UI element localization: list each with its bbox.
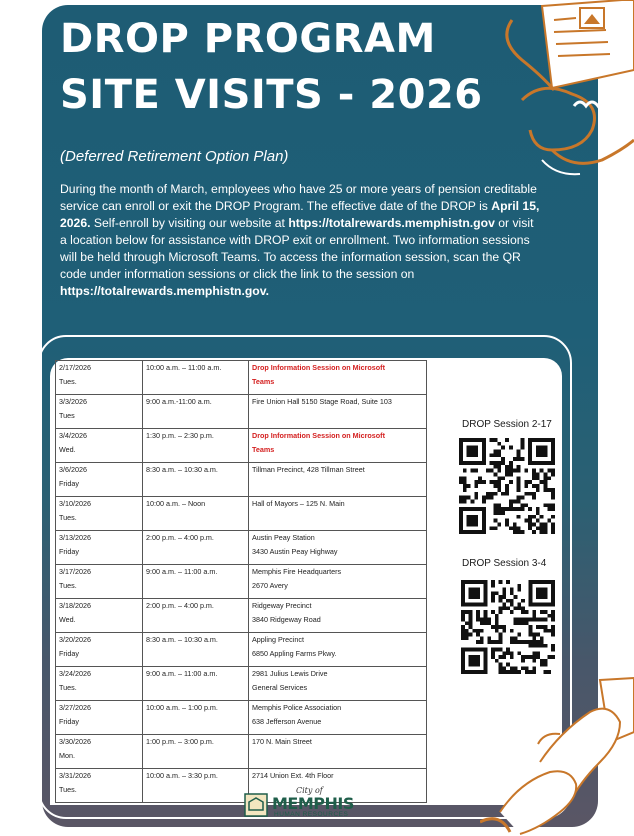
location-line-2: 2670 Avery <box>252 581 288 590</box>
time: 2:00 p.m. – 4:00 p.m. <box>146 533 214 542</box>
date: 3/17/2026 <box>59 567 91 576</box>
time: 9:00 a.m.-11:00 a.m. <box>146 397 212 406</box>
title-line-1: DROP PROGRAM <box>60 16 436 62</box>
location-line-1: Ridgeway Precinct <box>252 601 312 610</box>
table-row <box>56 735 427 769</box>
time: 10:00 a.m. – Noon <box>146 499 206 508</box>
time: 1:30 p.m. – 2:30 p.m. <box>146 431 214 440</box>
table-row <box>56 395 427 429</box>
date: 3/18/2026 <box>59 601 91 610</box>
location-line-1: Hall of Mayors – 125 N. Main <box>252 499 345 508</box>
date: 3/3/2026 <box>59 397 87 406</box>
weekday: Friday <box>59 479 79 488</box>
location-cell[interactable] <box>249 361 427 395</box>
location-line-2: 6850 Appling Farms Pkwy. <box>252 649 337 658</box>
location-line-2: 638 Jefferson Avenue <box>252 717 322 726</box>
time-cell <box>143 769 249 803</box>
time-cell <box>143 565 249 599</box>
location-cell <box>249 599 427 633</box>
table-row <box>56 463 427 497</box>
weekday: Friday <box>59 717 79 726</box>
date: 3/10/2026 <box>59 499 91 508</box>
time-cell <box>143 361 249 395</box>
title-line-2: SITE VISITS - 2026 <box>60 72 483 118</box>
time: 9:00 a.m. – 11:00 a.m. <box>146 669 218 678</box>
location-line-1: Tillman Precinct, 428 Tillman Street <box>252 465 365 474</box>
location-line-2: General Services <box>252 683 308 692</box>
qr-code-3-4[interactable] <box>461 580 555 674</box>
location-line-1: 2714 Union Ext. 4th Floor <box>252 771 334 780</box>
location-line-1: Fire Union Hall 5150 Stage Road, Suite 103 <box>252 397 392 406</box>
table-row <box>56 667 427 701</box>
location-line-1: Memphis Police Association <box>252 703 342 712</box>
qr-code-2-17[interactable] <box>459 438 555 534</box>
location-cell <box>249 565 427 599</box>
time-cell <box>143 395 249 429</box>
location-line-2: Teams <box>252 377 275 386</box>
table-row <box>56 769 427 803</box>
date-cell <box>56 531 143 565</box>
table-row <box>56 565 427 599</box>
date-cell <box>56 599 143 633</box>
time: 9:00 a.m. – 11:00 a.m. <box>146 567 218 576</box>
weekday: Wed. <box>59 445 76 454</box>
time: 8:30 a.m. – 10:30 a.m. <box>146 635 218 644</box>
date-cell <box>56 395 143 429</box>
subtitle: (Deferred Retirement Option Plan) <box>60 148 289 165</box>
table-row <box>56 361 427 395</box>
time: 2:00 p.m. – 4:00 p.m. <box>146 601 214 610</box>
logo-city-of: City of <box>296 786 323 795</box>
newspaper-hand-illustration <box>482 0 634 190</box>
weekday: Tues. <box>59 683 77 692</box>
location-line-1: Austin Peay Station <box>252 533 315 542</box>
date: 3/24/2026 <box>59 669 91 678</box>
location-line-1: 2981 Julius Lewis Drive <box>252 669 328 678</box>
time-cell <box>143 497 249 531</box>
location-line-1: Drop Information Session on Microsoft <box>252 363 385 372</box>
logo-memphis: MEMPHIS <box>272 794 354 813</box>
table-row <box>56 599 427 633</box>
time-cell <box>143 667 249 701</box>
date: 3/13/2026 <box>59 533 91 542</box>
date: 3/30/2026 <box>59 737 91 746</box>
location-cell <box>249 701 427 735</box>
location-cell <box>249 667 427 701</box>
intro-paragraph: During the month of March, employees who have 25 or more years of pension creditable service can enroll or exit the DROP Program. The effective date of the DROP is April 15, 2026. Self-enroll by visiting our website at https://totalrewards.memphistn.gov or visit a location below for assistance with DROP exit or enrollment. Two information sessions will be held through Microsoft Teams. To access the information session, scan the QR code under information sessions or click the link to the session on https://totalrewards.memphistn.gov. <box>60 182 540 298</box>
weekday: Tues. <box>59 581 77 590</box>
qr-label-3-4: DROP Session 3-4 <box>462 558 547 569</box>
date-cell <box>56 565 143 599</box>
location-line-2: 3840 Ridgeway Road <box>252 615 321 624</box>
weekday: Tues. <box>59 377 77 386</box>
weekday: Tues. <box>59 785 77 794</box>
time-cell <box>143 633 249 667</box>
time: 10:00 a.m. – 1:00 p.m. <box>146 703 218 712</box>
date: 3/31/2026 <box>59 771 91 780</box>
date-cell <box>56 769 143 803</box>
location-line-1: Memphis Fire Headquarters <box>252 567 342 576</box>
location-cell <box>249 531 427 565</box>
location-line-1: Drop Information Session on Microsoft <box>252 431 385 440</box>
time: 8:30 a.m. – 10:30 a.m. <box>146 465 218 474</box>
memphis-hr-logo <box>244 786 358 820</box>
time-cell <box>143 599 249 633</box>
time: 1:00 p.m. – 3:00 p.m. <box>146 737 214 746</box>
weekday: Wed. <box>59 615 76 624</box>
city-seal-icon <box>244 793 268 817</box>
date-cell <box>56 463 143 497</box>
table-row <box>56 497 427 531</box>
qr-label-2-17: DROP Session 2-17 <box>462 419 552 430</box>
logo-human-resources: HUMAN RESOURCES <box>274 811 349 818</box>
date: 3/27/2026 <box>59 703 91 712</box>
table-row <box>56 531 427 565</box>
date-cell <box>56 497 143 531</box>
table-row <box>56 429 427 463</box>
location-line-1: Appling Precinct <box>252 635 304 644</box>
date: 2/17/2026 <box>59 363 91 372</box>
location-cell <box>249 395 427 429</box>
time-cell <box>143 531 249 565</box>
location-line-1: 170 N. Main Street <box>252 737 312 746</box>
time-cell <box>143 463 249 497</box>
location-cell[interactable] <box>249 429 427 463</box>
website-link-2[interactable]: https://totalrewards.memphistn.gov. <box>60 284 270 298</box>
location-line-2: 3430 Austin Peay Highway <box>252 547 338 556</box>
date: 3/20/2026 <box>59 635 91 644</box>
date-cell <box>56 361 143 395</box>
location-cell <box>249 463 427 497</box>
date-cell <box>56 701 143 735</box>
date: 3/4/2026 <box>59 431 87 440</box>
website-link[interactable]: https://totalrewards.memphistn.gov <box>288 216 495 230</box>
time: 10:00 a.m. – 3:30 p.m. <box>146 771 218 780</box>
page-title <box>60 11 530 123</box>
schedule-table <box>55 360 427 803</box>
weekday: Friday <box>59 547 79 556</box>
weekday: Friday <box>59 649 79 658</box>
location-line-2: Teams <box>252 445 275 454</box>
table-row <box>56 633 427 667</box>
time-cell <box>143 429 249 463</box>
weekday: Tues. <box>59 513 77 522</box>
handshake-illustration <box>480 672 634 836</box>
location-cell <box>249 497 427 531</box>
date-cell <box>56 633 143 667</box>
date-cell <box>56 667 143 701</box>
effective-date: April 15, 2026. <box>60 199 540 230</box>
time-cell <box>143 735 249 769</box>
weekday: Tues <box>59 411 75 420</box>
date-cell <box>56 429 143 463</box>
date: 3/6/2026 <box>59 465 87 474</box>
table-row <box>56 701 427 735</box>
time: 10:00 a.m. – 11:00 a.m. <box>146 363 222 372</box>
date-cell <box>56 735 143 769</box>
time-cell <box>143 701 249 735</box>
weekday: Mon. <box>59 751 75 760</box>
location-cell <box>249 735 427 769</box>
location-cell <box>249 633 427 667</box>
